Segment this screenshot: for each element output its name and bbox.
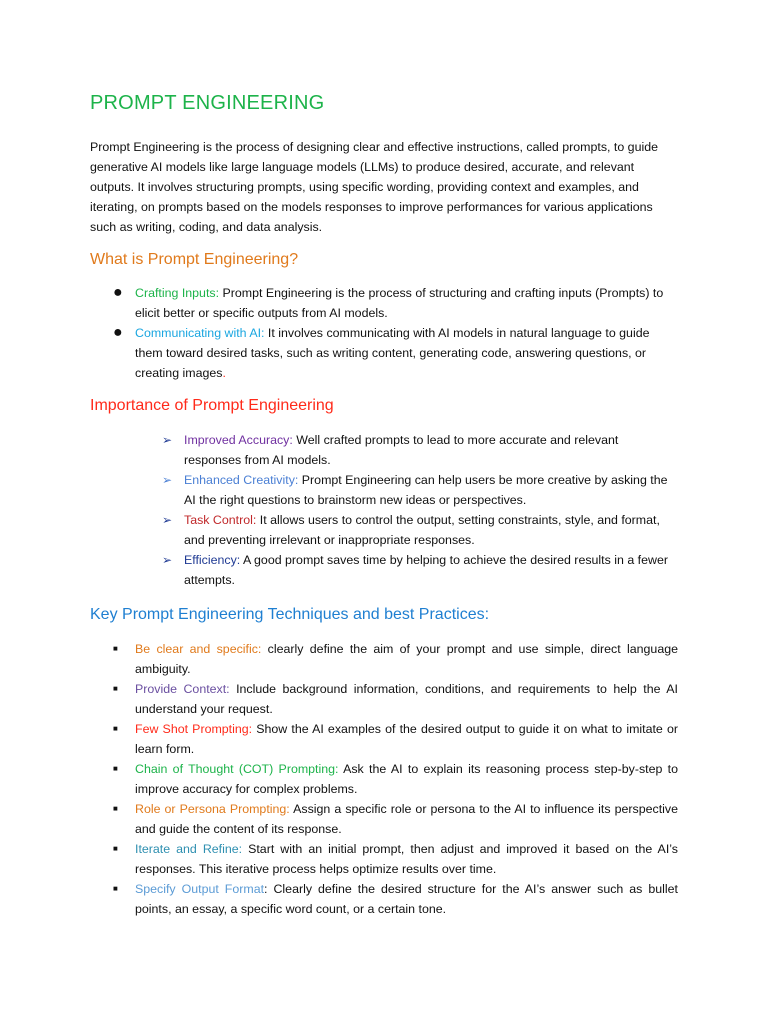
item-label: Improved Accuracy: <box>184 433 293 447</box>
item-text: Prompt Engineering can help users be more creative by asking the AI the right questions to brainstorm new ideas or perspectives. <box>184 473 668 507</box>
square-bullet-icon: ■ <box>113 644 118 653</box>
arrow-bullet-icon: ➢ <box>162 513 173 527</box>
square-bullet-icon: ■ <box>113 764 118 773</box>
item-label: Be clear and specific: <box>135 642 262 656</box>
list-item <box>90 283 678 323</box>
item-text: clearly define the aim of your prompt and use simple, direct language ambiguity. <box>135 642 678 676</box>
arrow-bullet-icon: ➢ <box>162 553 173 567</box>
item-label: Provide Context: <box>135 682 230 696</box>
heading-what-is: What is Prompt Engineering? <box>90 251 299 268</box>
square-bullet-icon: ■ <box>113 844 118 853</box>
item-label: Iterate and Refine: <box>135 842 243 856</box>
list-item <box>90 799 678 839</box>
item-text: It allows users to control the output, setting constraints, style, and format, and preventing irrelevant or inappropriate responses. <box>184 513 660 547</box>
what-list <box>90 283 678 383</box>
arrow-bullet-icon: ➢ <box>162 473 173 487</box>
list-item <box>90 639 678 679</box>
item-text: Start with an initial prompt, then adjust and improved it based on the AI’s responses. This iterative process helps optimize results over time. <box>135 842 678 876</box>
item-text: A good prompt saves time by helping to achieve the desired results in a fewer attempts. <box>184 553 668 587</box>
item-tail: . <box>222 366 226 380</box>
item-label: Communicating with AI: <box>135 326 265 340</box>
square-bullet-icon: ■ <box>113 804 118 813</box>
square-bullet-icon: ■ <box>113 884 118 893</box>
page-title: PROMPT ENGINEERING <box>90 92 325 114</box>
item-text: Well crafted prompts to lead to more accurate and relevant responses from AI models. <box>184 433 619 467</box>
list-item <box>90 719 678 759</box>
square-bullet-icon: ■ <box>113 684 118 693</box>
item-label: Role or Persona Prompting: <box>135 802 290 816</box>
list-item <box>90 550 678 590</box>
item-text: Include background information, conditions, and requirements to help the AI understand your request. <box>135 682 678 716</box>
document-content <box>90 92 678 919</box>
item-text: Ask the AI to explain its reasoning process step-by-step to improve accuracy for complex problems. <box>135 762 679 796</box>
list-item <box>90 759 678 799</box>
item-label: Efficiency: <box>184 553 241 567</box>
square-bullet-icon: ■ <box>113 724 118 733</box>
item-text: Assign a specific role or persona to the AI to influence its perspective and guide the content of its response. <box>135 802 678 836</box>
list-item <box>90 510 678 550</box>
intro-paragraph: Prompt Engineering is the process of designing clear and effective instructions, called prompts, to guide generative AI models like large language models (LLMs) to produce desired, accurate, and relevant outputs. It involves structuring prompts, using specific wording, providing context and examples, and iterating, on prompts based on the models responses to improve performances for various applications such as writing, coding, and data analysis. <box>90 140 658 234</box>
list-item <box>90 430 678 470</box>
bullet-dot-icon: ● <box>113 284 123 301</box>
bullet-dot-icon: ● <box>113 324 123 341</box>
list-item <box>90 679 678 719</box>
item-label: Enhanced Creativity: <box>184 473 299 487</box>
item-text: : Clearly define the desired structure for the AI’s answer such as bullet points, an essay, a specific word count, or a certain tone. <box>135 882 678 916</box>
item-label: Task Control: <box>184 513 257 527</box>
item-text: Prompt Engineering is the process of structuring and crafting inputs (Prompts) to elicit better or specific outputs from AI models. <box>135 286 664 320</box>
arrow-bullet-icon: ➢ <box>162 433 173 447</box>
techniques-list <box>90 639 678 919</box>
item-text: It involves communicating with AI models in natural language to guide them toward desired tasks, such as writing content, generating code, answering questions, or creating images <box>135 326 650 380</box>
importance-list <box>90 430 678 590</box>
item-label: Crafting Inputs: <box>135 286 220 300</box>
heading-importance: Importance of Prompt Engineering <box>90 397 334 414</box>
item-label: Few Shot Prompting: <box>135 722 253 736</box>
heading-techniques: Key Prompt Engineering Techniques and best Practices: <box>90 606 490 623</box>
list-item <box>90 879 678 919</box>
list-item <box>90 323 678 383</box>
item-label: Chain of Thought (COT) Prompting: <box>135 762 339 776</box>
item-text: Show the AI examples of the desired output to guide it on what to imitate or learn form. <box>135 722 678 756</box>
item-label: Specify Output Format <box>135 882 265 896</box>
list-item <box>90 470 678 510</box>
list-item <box>90 839 678 879</box>
